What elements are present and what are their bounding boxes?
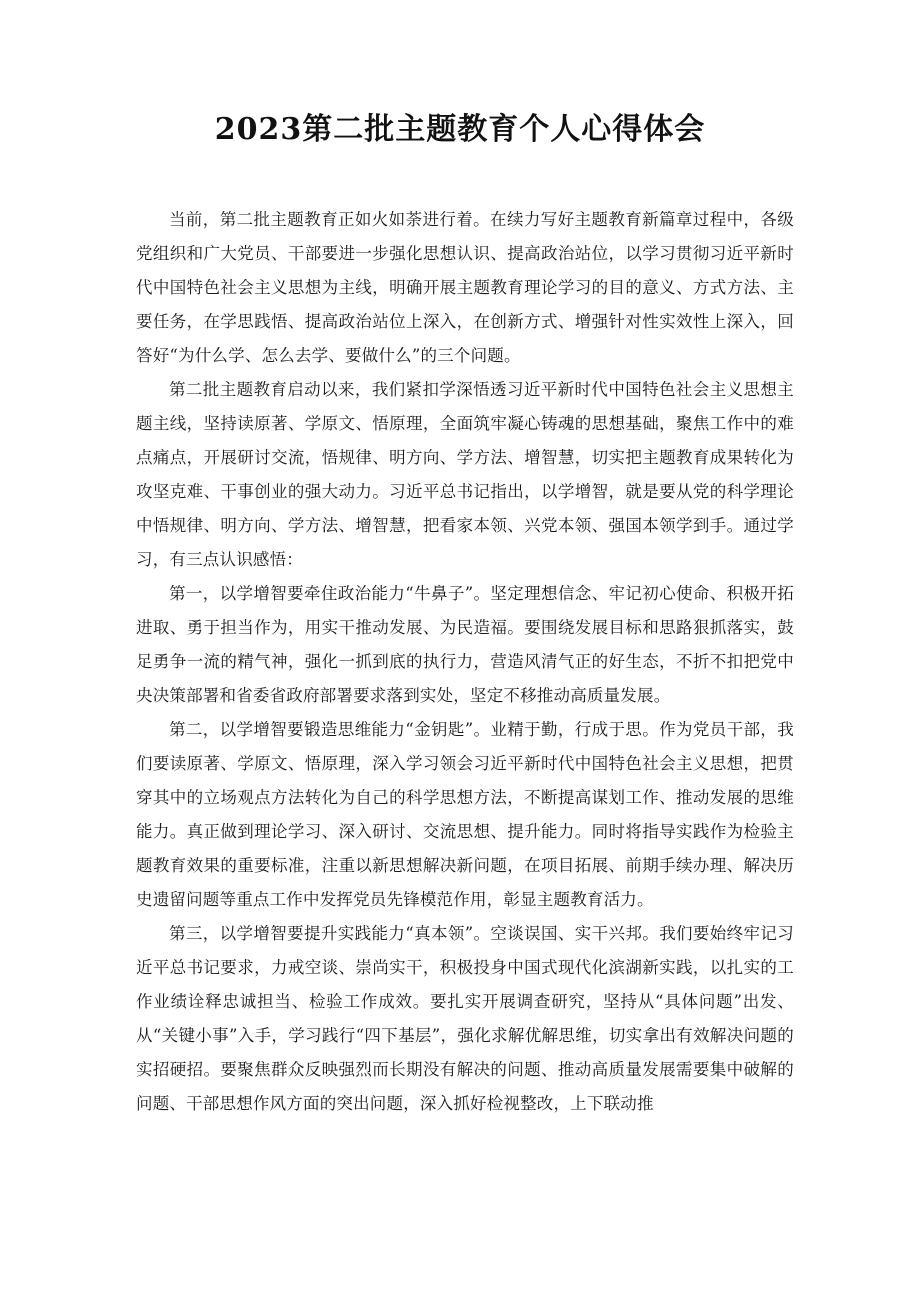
paragraph-second-point: 第二，以学增智要锻造思维能力“金钥匙”。业精于勤，行成于思。作为党员干部，我们要读原著、学原文、悟原理，深入学习领会习近平新时代中国特色社会主义思想，把贯穿其中的立场观点方法转化为自己的科学思想方法，不断提高谋划工作、推动发展的思维能力。真正做到理论学习、深入研讨、交流思想、提升能力。同时将指导实践作为检验主题教育效果的重要标准，注重以新思想解决新问题，在项目拓展、前期手续办理、解决历史遗留问题等重点工作中发挥党员先锋模范作用，彰显主题教育活力。	[136, 720, 794, 909]
document-title: 2023第二批主题教育个人心得体会	[214, 112, 706, 147]
paragraph-overview: 第二批主题教育启动以来，我们紧扣学深悟透习近平新时代中国特色社会主义思想主题主线，坚持读原著、学原文、悟原理，全面筑牢凝心铸魂的思想基础，聚焦工作中的难点痛点，开展研讨交流，悟规律、明方向、学方法、增智慧，切实把主题教育成果转化为攻坚克难、干事创业的强大动力。习近平总书记指出，以学增智，就是要从党的科学理论中悟规律、明方向、学方法、增智慧，把看家本领、兴党本领、强国本领学到手。通过学习，有三点认识感悟：	[136, 380, 794, 569]
paragraph-intro: 当前，第二批主题教育正如火如荼进行着。在续力写好主题教育新篇章过程中，各级党组织和广大党员、干部要进一步强化思想认识、提高政治站位，以学习贯彻习近平新时代中国特色社会主义思想为主线，明确开展主题教育理论学习的目的意义、方式方法、主要任务，在学思践悟、提高政治站位上深入，在创新方式、增强针对性实效性上深入，回答好“为什么学、怎么去学、要做什么”的三个问题。	[136, 210, 794, 365]
document-body	[136, 203, 794, 1121]
paragraph-first-point: 第一，以学增智要牵住政治能力“牛鼻子”。坚定理想信念、牢记初心使命、积极开拓进取、勇于担当作为，用实干推动发展、为民造福。要围绕发展目标和思路狠抓落实，鼓足勇争一流的精气神，强化一抓到底的执行力，营造风清气正的好生态，不折不扣把党中央决策部署和省委省政府部署要求落到实处，坚定不移推动高质量发展。	[136, 584, 794, 705]
paragraph-third-point: 第三，以学增智要提升实践能力“真本领”。空谈误国、实干兴邦。我们要始终牢记习近平总书记要求，力戒空谈、崇尚实干，积极投身中国式现代化滨湖新实践，以扎实的工作业绩诠释忠诚担当、检验工作成效。要扎实开展调查研究，坚持从“具体问题”出发、从“关键小事”入手，学习践行“四下基层”，强化求解优解思维，切实拿出有效解决问题的实招硬招。要聚焦群众反映强烈而长期没有解决的问题、推动高质量发展需要集中破解的问题、干部思想作风方面的突出问题，深入抓好检视整改，上下联动推	[136, 924, 794, 1113]
